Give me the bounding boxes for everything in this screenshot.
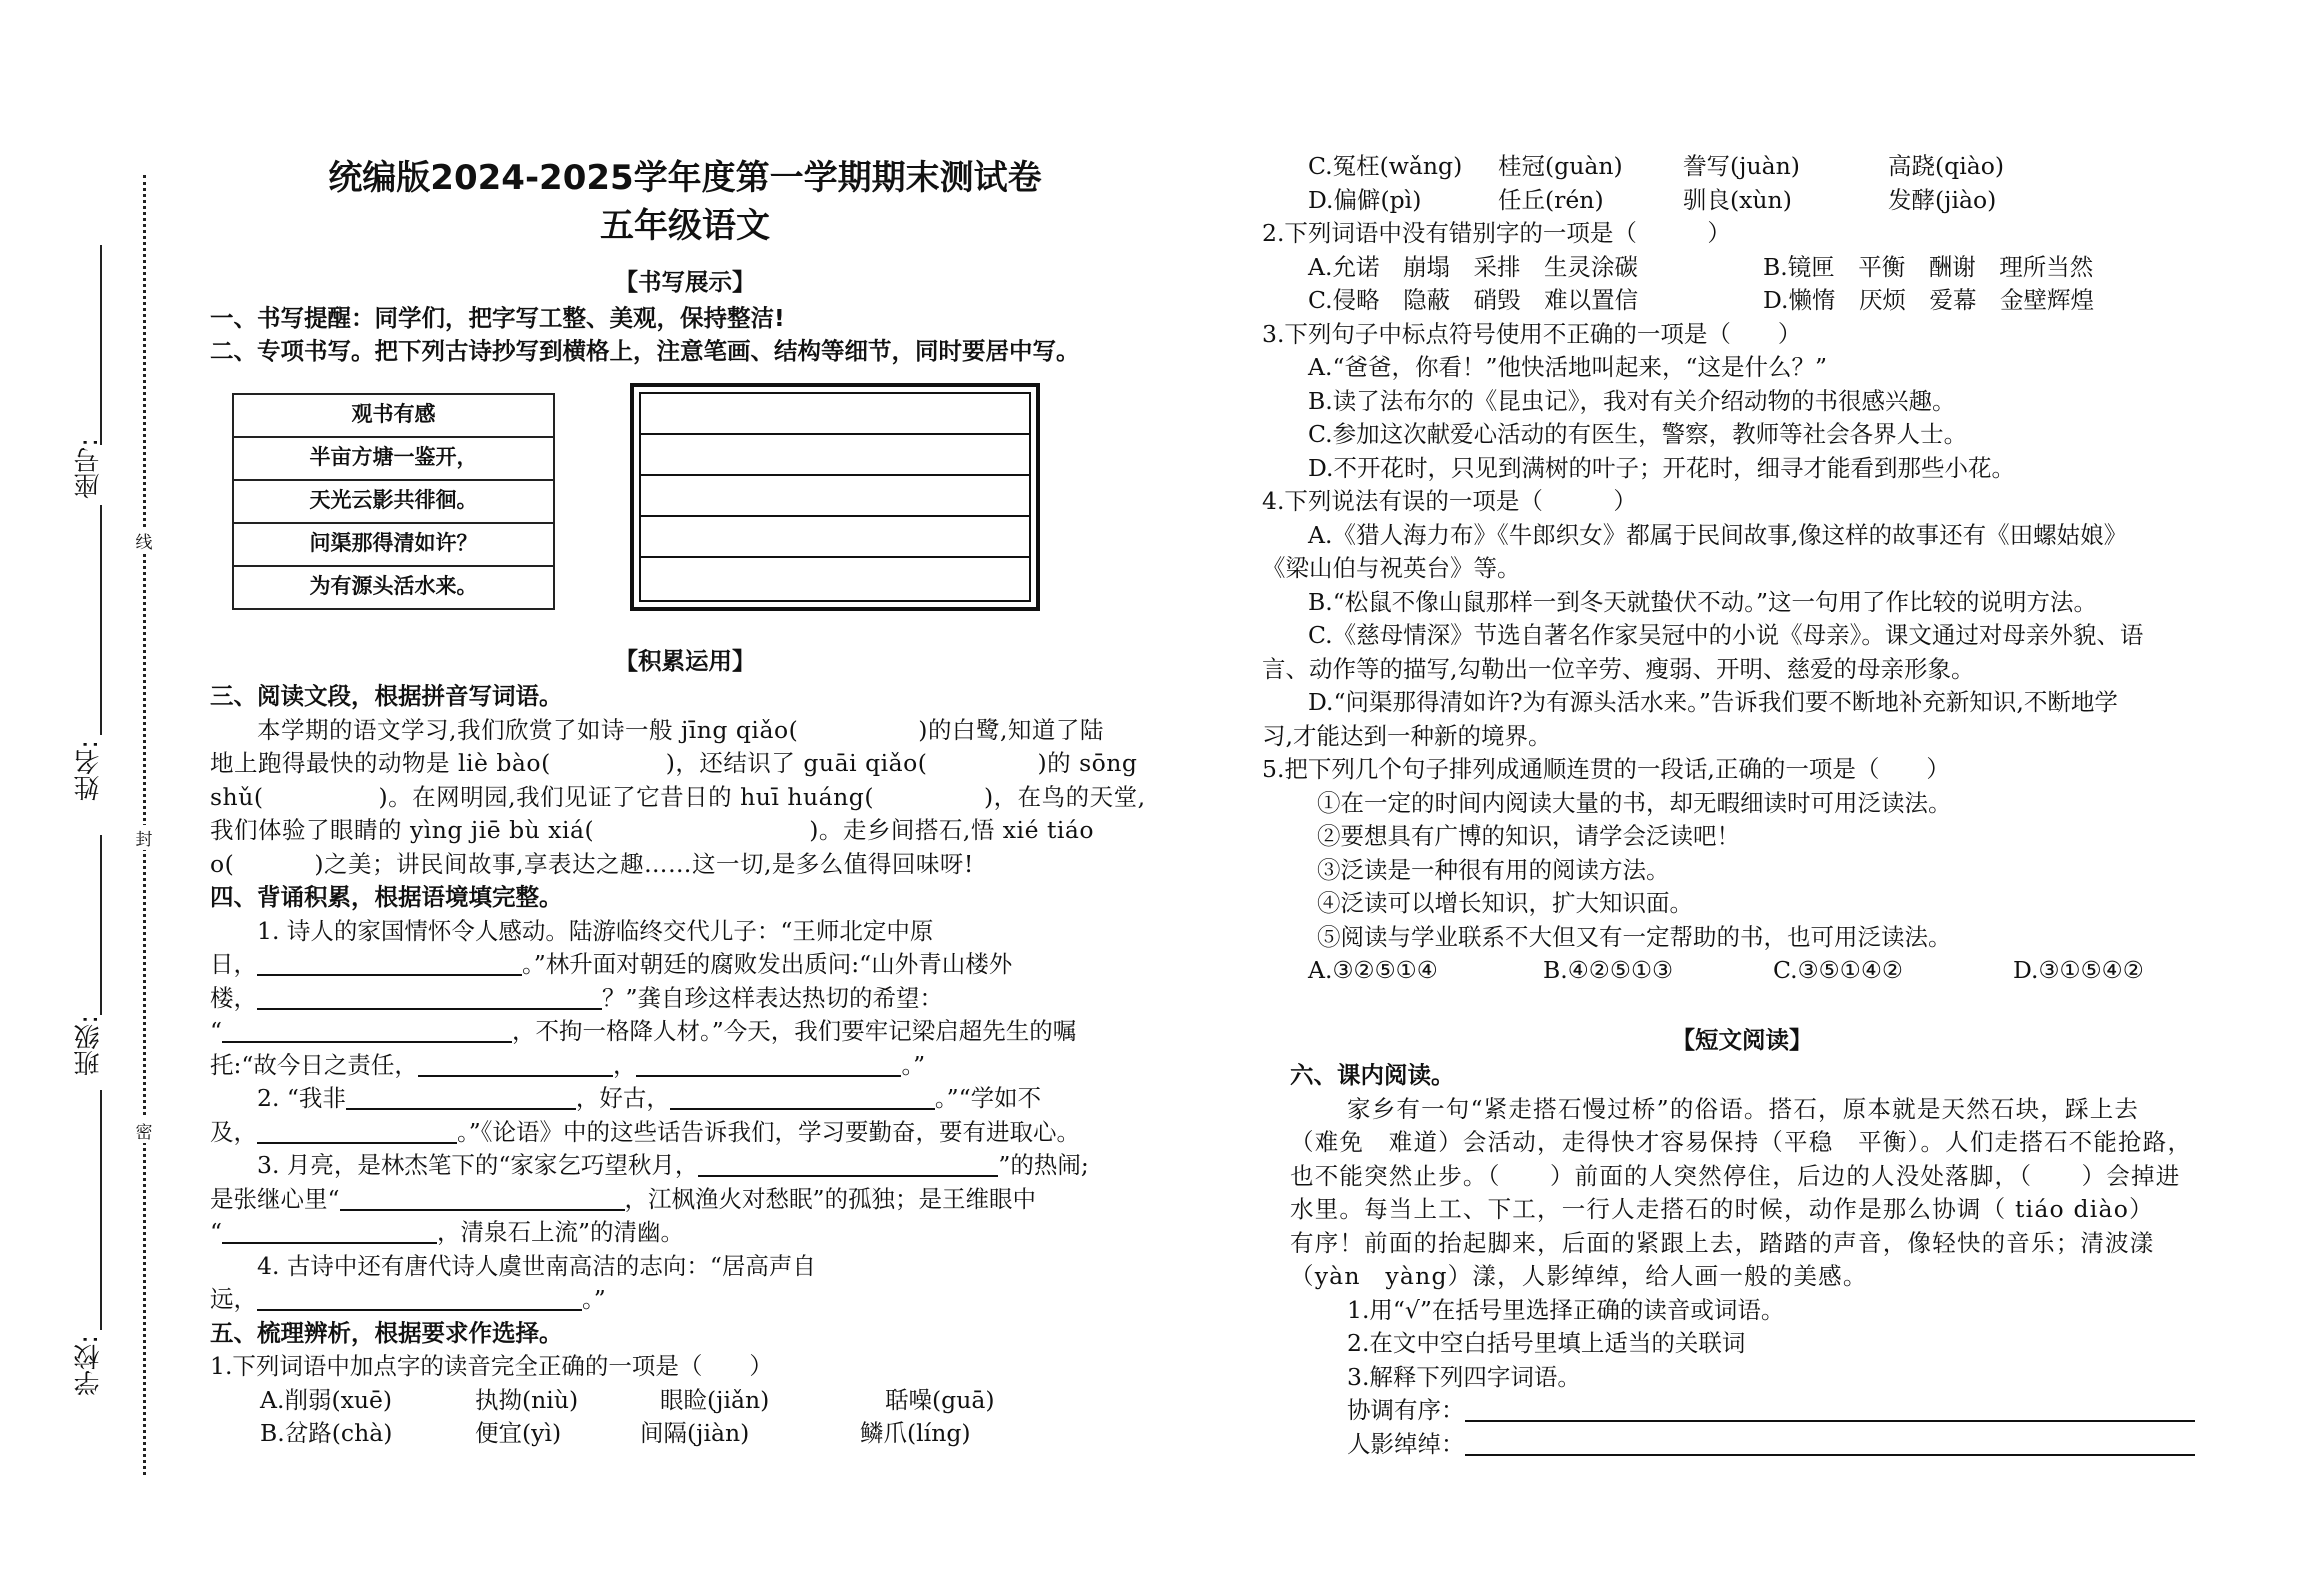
task: 2.在文中空白括号里填上适当的关联词 — [1347, 1329, 1746, 1357]
class-label: 班级: — [74, 1015, 104, 1076]
q4-text: 楼， — [210, 983, 257, 1012]
q4-text: ，江枫渔火对愁眠”的孤独；是王维眼中 — [624, 1184, 1037, 1213]
option[interactable]: C.冤枉(wǎng) — [1308, 152, 1463, 180]
q4-text: ，清泉石上流”的清幽。 — [437, 1218, 685, 1246]
q3-text: shǔ( — [210, 782, 264, 811]
q5-item4: 4.下列说法有误的一项是（ ） — [1262, 487, 1637, 515]
sentence: ②要想具有广博的知识，请学会泛读吧！ — [1317, 822, 1740, 850]
answer-blank[interactable] — [340, 1185, 625, 1211]
q4-text: 。” — [582, 1285, 606, 1313]
term-row — [1262, 1428, 2222, 1462]
option[interactable]: B.岔路(chà) — [260, 1419, 393, 1447]
option[interactable]: D.不开花时，只见到满树的叶子；开花时，细寻才能看到那些小花。 — [1308, 453, 2015, 482]
q4-line — [210, 1216, 1160, 1250]
binding-margin — [0, 0, 190, 1595]
sentence: ③泛读是一种很有用的阅读方法。 — [1317, 855, 1670, 884]
q4-line — [210, 1149, 1160, 1183]
q3-text: 我们体验了眼睛的 yìng jiē bù xiá( — [210, 816, 595, 844]
q4-text: ， — [612, 1050, 637, 1079]
option[interactable]: 聒噪(guā) — [885, 1385, 995, 1414]
q4-text: “ — [210, 1017, 223, 1045]
q4-text: 是张继心里“ — [210, 1184, 340, 1213]
answer-blank[interactable] — [1465, 1396, 2195, 1422]
q3-text: )。走乡间搭石,悟 xié tiáo — [809, 816, 1095, 844]
q3-line — [210, 814, 1160, 848]
option[interactable]: A.削弱(xuē) — [260, 1385, 393, 1414]
passage-line: 家乡有一句“紧走搭石慢过桥”的俗语。搭石，原本就是天然石块，踩上去 — [1347, 1094, 2140, 1123]
poem-table — [232, 393, 555, 610]
answer-blank[interactable] — [346, 1084, 576, 1110]
q5-item5-option-row — [1262, 954, 2222, 988]
option[interactable]: A.《猎人海力布》《牛郎织女》都属于民间故事,像这样的故事还有《田螺姑娘》 — [1308, 520, 2128, 549]
q5-item2: 2.下列词语中没有错别字的一项是（ ） — [1262, 219, 1731, 247]
option-continued: 习,才能达到一种新的境界。 — [1262, 721, 1552, 750]
option-continued: 言、动作等的描写,勾勒出一位辛劳、瘦弱、开明、慈爱的母亲形象。 — [1262, 654, 1975, 683]
q3-line — [210, 781, 1160, 815]
q3-text: 本学期的语文学习,我们欣赏了如诗一般 jīng qiǎo( — [257, 715, 799, 744]
q5-item2-option-row — [1262, 251, 2222, 285]
q4-line — [210, 1082, 1160, 1116]
poem-line: 半亩方塘一鉴开， — [233, 437, 554, 480]
answer-blank[interactable] — [670, 1084, 935, 1110]
answer-blank[interactable] — [698, 1151, 998, 1177]
mark-secret-char: 密 — [132, 1118, 156, 1143]
option[interactable]: C.侵略 隐蔽 硝毁 难以置信 — [1308, 286, 1639, 314]
option[interactable]: D.③①⑤④② — [2013, 956, 2144, 984]
exam-title: 统编版2024-2025学年度第一学期期末测试卷 — [328, 158, 1042, 198]
seat-line — [100, 245, 102, 445]
q5-item1-option-row — [1262, 150, 2222, 184]
option[interactable]: 间隔(jiàn) — [640, 1419, 750, 1447]
q3-text: )的 sōng — [1037, 749, 1138, 777]
option[interactable]: C.《慈母情深》节选自著名作家吴冠中的小说《母亲》。课文通过对母亲外貌、语 — [1308, 621, 2144, 649]
copy-grid-row[interactable] — [641, 394, 1029, 435]
q3-text: )之美；讲民间故事,享表达之趣……这一切,是多么值得回味呀! — [314, 849, 974, 878]
q3-line — [210, 714, 1160, 748]
copy-grid-row[interactable] — [641, 476, 1029, 517]
q4-text: 远， — [210, 1285, 257, 1313]
answer-blank[interactable] — [636, 1051, 901, 1077]
q4-line — [210, 1116, 1160, 1150]
q3-line — [210, 848, 1160, 882]
name-label: 姓名: — [74, 740, 104, 801]
option-continued: 《梁山伯与祝英台》等。 — [1262, 554, 1521, 582]
section-accumulate-heading: 【积累运用】 — [614, 646, 756, 675]
copy-grid-row[interactable] — [641, 435, 1029, 476]
option[interactable]: D.“问渠那得清如许?为有源头活水来。”告诉我们要不断地补充新知识,不断地学 — [1308, 688, 2118, 716]
section-writing-heading: 【书写展示】 — [614, 268, 756, 296]
q4-line — [210, 1015, 1160, 1049]
q4-text: ，好古， — [575, 1084, 670, 1112]
q4-line — [210, 1049, 1160, 1083]
section-reading-heading: 【短文阅读】 — [1671, 1025, 1813, 1054]
q3-text: )，在鸟的天堂, — [984, 782, 1146, 811]
task: 1.用“√”在括号里选择正确的读音或词语。 — [1347, 1295, 1785, 1324]
q4-text: ，不拘一格降人材。”今天，我们要牢记梁启超先生的嘱 — [512, 1017, 1077, 1045]
passage-line: 水里。每当上工、下工，一行人走搭石的时候，动作是那么协调（ tiáo diào） — [1290, 1195, 2154, 1223]
class-line — [100, 835, 102, 1015]
option[interactable]: 发酵(jiào) — [1888, 185, 1997, 214]
answer-blank[interactable] — [222, 1017, 512, 1043]
term-label: 协调有序： — [1347, 1396, 1465, 1424]
copy-grid-row[interactable] — [641, 558, 1029, 599]
q5-item1: 1.下列词语中加点字的读音完全正确的一项是（ ） — [210, 1352, 773, 1380]
option[interactable]: 执拗(niù) — [475, 1385, 579, 1414]
poem-line: 问渠那得清如许？ — [233, 523, 554, 566]
q4-line — [210, 1183, 1160, 1217]
answer-blank[interactable] — [222, 1218, 437, 1244]
q4-line — [210, 982, 1160, 1016]
option[interactable]: 眼睑(jiǎn) — [660, 1385, 770, 1414]
mark-line-char: 线 — [132, 528, 156, 553]
q5-item3: 3.下列句子中标点符号使用不正确的一项是（ ） — [1262, 319, 1802, 348]
q2-text: 二、专项书写。把下列古诗抄写到横格上，注意笔画、结构等细节，同时要居中写。 — [210, 337, 1080, 365]
answer-blank[interactable] — [257, 950, 522, 976]
left-column — [210, 140, 1160, 1451]
q4-text: “ — [210, 1218, 223, 1246]
option[interactable]: 桂冠(guàn) — [1498, 152, 1623, 180]
q4-text: ”的热闹; — [998, 1151, 1089, 1179]
copy-grid[interactable] — [630, 383, 1040, 611]
q5-item5: 5.把下列几个句子排列成通顺连贯的一段话,正确的一项是（ ） — [1262, 755, 1950, 783]
option[interactable]: B.读了法布尔的《昆虫记》，我对有关介绍动物的书很感兴趣。 — [1308, 386, 1956, 415]
answer-blank[interactable] — [257, 984, 602, 1010]
q4-title: 四、背诵积累，根据语境填完整。 — [210, 883, 563, 911]
right-column — [1262, 150, 2222, 1461]
term-label: 人影绰绰： — [1347, 1429, 1465, 1458]
school-line — [100, 1090, 102, 1330]
q4-text: 。” — [901, 1050, 926, 1079]
option[interactable]: B.④②⑤①③ — [1543, 956, 1674, 984]
q3-text: o( — [210, 849, 235, 878]
option[interactable]: A.③②⑤①④ — [1308, 956, 1438, 984]
q4-text: 2. “我非 — [257, 1084, 346, 1112]
mark-seal-char: 封 — [132, 825, 156, 850]
option[interactable]: 高跷(qiào) — [1888, 152, 2005, 180]
answer-blank[interactable] — [418, 1051, 613, 1077]
option[interactable]: D.偏僻(pì) — [1308, 185, 1422, 214]
poem-line: 天光云影共徘徊。 — [233, 480, 554, 523]
name-line — [100, 505, 102, 735]
option[interactable]: 便宜(yì) — [475, 1419, 562, 1447]
option[interactable]: 誊写(juàn) — [1683, 152, 1800, 180]
sentence: ④泛读可以增长知识，扩大知识面。 — [1317, 889, 1693, 917]
copy-grid-row[interactable] — [641, 517, 1029, 558]
q3-text: )的白鹭,知道了陆 — [918, 715, 1104, 744]
q4-text: 。”《论语》中的这些话告诉我们，学习要勤奋，要有进取心。 — [457, 1117, 1081, 1146]
q5-item1-option-row — [210, 1417, 1160, 1451]
answer-blank[interactable] — [1465, 1430, 2195, 1456]
option[interactable]: B.镜匣 平衡 酬谢 理所当然 — [1763, 252, 2094, 281]
q5-item1-option-row — [1262, 184, 2222, 218]
q5-item1-option-row — [210, 1384, 1160, 1418]
option[interactable]: 任丘(rén) — [1498, 185, 1604, 214]
sentence: ⑤阅读与学业联系不大但又有一定帮助的书，也可用泛读法。 — [1317, 922, 1952, 951]
seat-label: 座号: — [74, 438, 104, 499]
q4-line: 4. 古诗中还有唐代诗人虞世南高洁的志向：“居高声自 — [257, 1251, 816, 1280]
q4-text: 。”林升面对朝廷的腐败发出质问:“山外青山楼外 — [522, 950, 1013, 978]
passage-line: （yàn yàng）漾，人影绰绰，给人画一般的美感。 — [1290, 1262, 1868, 1290]
term-row — [1262, 1394, 2222, 1428]
passage-line: 有序！前面的抬起脚来，后面的紧跟上去，踏踏的声音，像轻快的音乐；清波漾 — [1290, 1228, 2155, 1257]
option[interactable]: A.“爸爸，你看！”他快活地叫起来，“这是什么？” — [1308, 353, 1827, 381]
option[interactable]: 驯良(xùn) — [1683, 185, 1792, 214]
q3-text: )，还结识了 guāi qiǎo( — [665, 749, 928, 777]
q4-line: 1. 诗人的家国情怀令人感动。陆游临终交代儿子：“王师北定中原 — [257, 916, 934, 945]
q6-title: 六、课内阅读。 — [1290, 1061, 1455, 1089]
poem-title: 观书有感 — [233, 394, 554, 437]
q3-text: )。在网明园,我们见证了它昔日的 huī huáng( — [378, 782, 874, 811]
q3-line — [210, 747, 1160, 781]
q1-text: 一、书写提醒：同学们，把字写工整、美观，保持整洁! — [210, 303, 785, 332]
q4-text: 。”“学如不 — [934, 1084, 1042, 1112]
school-label: 学校: — [74, 1335, 104, 1396]
passage-line: 也不能突然止步。（ ）前面的人突然停住，后边的人没处落脚，（ ）会掉进 — [1290, 1161, 2181, 1190]
q4-text: 托:“故今日之责任， — [210, 1050, 418, 1079]
option[interactable]: D.懒惰 厌烦 爱幕 金壁辉煌 — [1763, 286, 2094, 314]
passage-line: （难免 难道）会活动，走得快才容易保持（平稳 平衡）。人们走搭石不能抢路， — [1290, 1128, 2193, 1156]
option[interactable]: C.③⑤①④② — [1773, 956, 1903, 984]
answer-blank[interactable] — [257, 1118, 457, 1144]
writing-area — [210, 383, 1160, 633]
q4-text: 日， — [210, 950, 257, 978]
q5-item2-option-row — [1262, 284, 2222, 318]
sentence: ①在一定的时间内阅读大量的书，却无暇细读时可用泛读法。 — [1317, 788, 1952, 817]
option[interactable]: A.允诺 崩塌 采排 生灵涂碳 — [1308, 252, 1638, 281]
option[interactable]: C.参加这次献爱心活动的有医生，警察，教师等社会各界人士。 — [1308, 420, 1968, 448]
q4-text: ？”龚自珍这样表达热切的希望： — [602, 983, 944, 1012]
task: 3.解释下列四字词语。 — [1347, 1362, 1581, 1391]
q3-title: 三、阅读文段，根据拼音写词语。 — [210, 682, 563, 710]
exam-subtitle: 五年级语文 — [600, 206, 770, 246]
option[interactable]: 鳞爪(líng) — [860, 1419, 971, 1447]
q5-title: 五、梳理辨析，根据要求作选择。 — [210, 1318, 563, 1347]
q4-line — [210, 1283, 1160, 1317]
answer-blank[interactable] — [257, 1285, 582, 1311]
q4-text: 3. 月亮，是林杰笔下的“家家乞巧望秋月， — [257, 1151, 699, 1179]
option[interactable]: B.“松鼠不像山鼠那样一到冬天就蛰伏不动。”这一句用了作比较的说明方法。 — [1308, 587, 2098, 616]
q4-line — [210, 948, 1160, 982]
q4-text: 及， — [210, 1117, 257, 1146]
poem-line: 为有源头活水来。 — [233, 566, 554, 609]
q3-text: 地上跑得最快的动物是 liè bào( — [210, 749, 551, 777]
